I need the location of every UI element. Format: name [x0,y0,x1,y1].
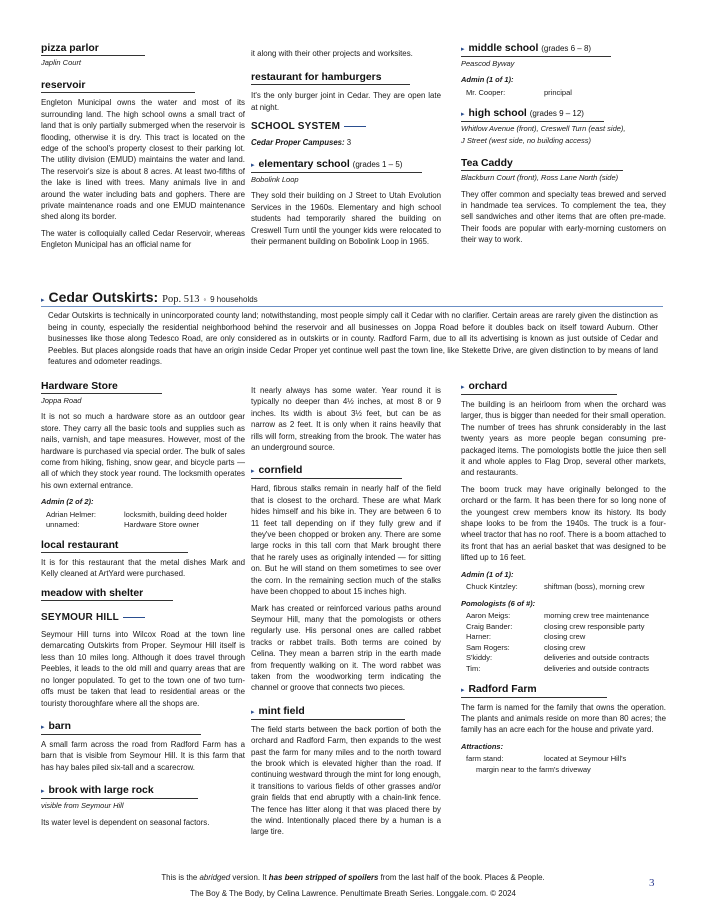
orchard-heading: ▸ orchard [461,380,617,395]
tea-caddy-location: Blackburn Court (front), Ross Lane North (side) [461,173,619,183]
hardware-store-heading: Hardware Store [41,380,162,394]
school-system-heading: SCHOOL SYSTEM [251,121,441,132]
arrow-icon: ▸ [461,111,465,119]
top-column-3 [461,42,666,251]
burger-heading: restaurant for hamburgers [251,71,410,85]
households: 9 households [210,295,258,304]
arrow-icon: ▸ [251,468,255,476]
hardware-admin-title: Admin (2 of 2): [41,497,94,507]
elementary-text: They sold their building on J Street to Utah Evolution Services in the 1960s. Elementary and high school students had temporarily shared the building on Creswell Turn until the younger kids were relocated to their permanent building on Bobolink Loop in 1965. [251,191,441,247]
section-title: ▸ Cedar Outskirts: Pop. 513 ◦ 9 households [41,289,258,305]
person-row: Tim: deliveries and outside contracts [466,664,650,674]
arrow-icon: ▸ [461,46,465,53]
bottom-column-1 [41,380,245,833]
footer-notice: This is the abridged version. It has been stripped of spoilers from the last half of the book. Places & People. [161,873,545,882]
barn-heading: ▸ barn [41,720,201,735]
cornfield-heading: ▸ cornfield [251,464,402,479]
elementary-location: Bobolink Loop [251,175,299,185]
top-column-1 [41,42,245,256]
seymour-hill-text: Seymour Hill turns into Wilcox Road at the town line demarcating Outskirts from Proper. Seymour Hill itself is less than 10 miles long. Although it does travel through Peebles, it leads to the old mill and quarry areas that are no longer populated. To get to the town one of two turn-offs must be taken that lead to residential areas or the touristy thoroughfare where all the shops are. [41,630,245,708]
orchard-text: The building is an heirloom from when the orchard was larger, thus is bigger than needed for their small operation. The number of trees has shrunk considerably in the last twenty years as more people began consuming pre-packaged items. The pomologists bottle the juice then sell it and whole apples to Flag Drop, several other markets, and restaurants. [461,400,666,478]
arrow-icon: ▸ [461,686,465,694]
high-school-location: Whitlow Avenue (front), Creswell Turn (east side), [461,124,626,134]
tea-caddy-text: They offer common and specialty teas brewed and served in handmade tea services. To complement the tea, they sell sandwiches and other items that are often pre-made. Their foods are popular with early-morning customers on their way to work. [461,189,666,245]
cornfield-text: Hard, fibrous stalks remain in nearly half of the field that is closest to the orchard. These are what Mark hides himself and his bike in. They are between 6 to 11 feet tall depending on if they fully grew and if they've been chopped or broken any. There are some large rocks in this tall corn that Mark brought there that he rarely uses as originally intended — for sitting on. But he will stand on them sometimes to see over the corn. In the remaining section much of the stalks have been chopped to about 15 inches high. [251,484,441,597]
population: Pop. 513 [162,294,200,305]
person-row: S'kiddy: deliveries and outside contracts [466,653,650,663]
brook-continued: It nearly always has some water. Year round it is typically no deeper than 4½ inches, at most 8 or 9 inches. Its width is about 3½ feet, but can be as narrow as 2 feet. It is only when it rains heavily that rills will form, streaking from the brook. The water has an underground source. [251,386,441,453]
local-restaurant-heading: local restaurant [41,539,188,553]
reservoir-continued: it along with their other projects and worksites. [251,49,413,58]
arrow-icon: ▸ [251,162,255,170]
separator: ◦ [203,295,207,304]
brook-text: Its water level is dependent on seasonal factors. [41,817,210,827]
person-row: Aaron Meigs: morning crew tree maintenance [466,611,650,621]
person-row: Craig Bander: closing crew responsible party [466,621,645,631]
mint-field-heading: ▸ mint field [251,705,405,720]
hardware-store-location: Joppa Road [41,396,82,405]
person-row: Sam Rogers: closing crew [466,642,586,652]
arrow-icon: ▸ [251,708,255,716]
reservoir-heading: reservoir [41,79,195,93]
arrow-icon: ▸ [41,788,45,796]
middle-school-location: Peascod Byway [461,59,515,68]
cornfield-text-2: Mark has created or reinforced various paths around Seymour Hill, many that the pomologists or others regularly use. His personal ones are called rabbet tracks or rabbet trails. Both terms are coined by Celina. They mean a barren strip in the earth made from frequently walking on it. The word rabbet was taken from the woodworking term indicating the channel or groove that connects two pieces. [251,603,441,693]
arrow-icon: ▸ [41,723,45,731]
attraction-row: farm stand: located at Seymour Hill's [466,754,627,764]
pomologists-title: Pomologists (6 of #): [461,598,536,608]
high-school-location-2: J Street (west side, no building access) [461,135,592,145]
radford-farm-text: The farm is named for the family that owns the operation. The plants and animals reside on more than 80 acres; the family has an acre each for the house and private yard. [461,702,666,735]
section-intro: Cedar Outskirts is technically in unincorporated county land; notwithstanding, most people simply call it Cedar with no clarifier. Certain areas are rarely given the distinction as being in county, especially the residential neighborhood behind the reservoir and all businesses on Joppa Road before it doubles back on itself toward Auburn. Other businesses like those along Tedesco Road, are only considered as in outskirts or in county. Radford Farm, due to all its advertising is known as just outside of Cedar and Peebles. But places alongside roads that have an origin inside Cedar Proper yet continue well past the town line, like Stekette Drive, are given distinction to by means of land features and odometer readings. [48,311,658,367]
middle-school-heading: ▸ middle school (grades 6 – 8) [461,42,611,57]
local-restaurant-text: It is for this restaurant that the metal dishes Mark and Kelly cleaned at ArtYard were purchased. [41,557,245,579]
high-school-heading: ▸ high school (grades 9 – 12) [461,107,604,122]
orchard-text-2: The boom truck may have originally belonged to the orchard or the farm. It has been there for so long none of the youngest crew members know its history. Its body shape looks to be from the 1940s. The truck is a four-wheel tractor that has no roof. There is a boom attached to its front that has an aerial basket that was designed to be lifted up to 16 feet. [461,484,666,563]
bottom-column-2 [251,385,441,843]
page-number: 3 [649,877,655,889]
section-divider [41,306,663,307]
top-column-2 [251,48,441,252]
seymour-hill-heading: SEYMOUR HILL [41,612,245,623]
hardware-store-text: It is not so much a hardware store as an outdoor gear store. They carry all the basic tools and supplies such as nails, varnish, and tape measures. However, most of the hardware is purchased via special order. The bulk of sales come from hiking, fishing, snow gear, and bicycle parts — all of which they stock year round. The locksmith operates his own external entrance. [41,412,245,490]
meadow-heading: meadow with shelter [41,587,173,601]
person-row: Mr. Cooper: principal [466,87,572,97]
orchard-admin-title: Admin (1 of 1): [461,569,514,579]
elementary-heading: ▸ elementary school (grades 1 – 5) [251,158,422,173]
reservoir-text: Engleton Municipal owns the water and most of its surrounding land. The high school owns a small tract of land that is only partially submerged when the reservoir is flooding, otherwise it is dry. This tract is located on the edge of the school's property closest to their parking lot. The utility division (EMUD) maintains the water and land. The reservoir's size is about 8 acres. At least two-fifths of the lake is lined with trees. Many animals live in and around the water including bats and gophers. There are private maintenance roads and one EMUD maintenance shed along its border. [41,98,245,222]
mint-field-text: The field starts between the back portion of both the orchard and Radford Farm, then expands to the west past the farm for many miles and to the north toward the brook which is elevated higher than the road. If continuing westward through the mint for long enough, it transitions to various fields of other grasses and/or grain fields that end abruptly with a chain-link fence. The fence has litter along it that was placed there by the wind. Intentionally placed there by a human is a large tire. [251,724,441,837]
attractions-title: Attractions: [461,741,504,751]
middle-admin-title: Admin (1 of 1): [461,75,514,85]
person-row: unnamed: Hardware Store owner [46,520,200,530]
person-row: Harner: closing crew [466,632,586,642]
campuses-label: Cedar Proper Campuses: 3 [251,137,352,147]
brook-location: visible from Seymour Hill [41,801,124,811]
barn-text: A small farm across the road from Radford Farm has a barn that is visible from Seymour Hill. It is this farm that has hay bales piled six-tall and a scarecrow. [41,739,245,772]
radford-farm-heading: ▸ Radford Farm [461,683,607,698]
person-row: Chuck Kintzley: shiftman (boss), morning crew [466,582,645,592]
person-row: Adrian Helmer: locksmith, building deed holder [46,509,227,519]
reservoir-text-2: The water is colloquially called Cedar Reservoir, whereas Engleton Municipal has an official name for [41,228,245,250]
pomologists-list [461,611,666,675]
pizza-parlor-heading: pizza parlor [41,42,145,56]
arrow-icon: ▸ [41,297,45,304]
bottom-column-3 [461,380,666,775]
arrow-icon: ▸ [461,384,465,391]
burger-text: It's the only burger joint in Cedar. They are open late at night. [251,91,441,112]
tea-caddy-heading: Tea Caddy [461,157,623,171]
brook-heading: ▸ brook with large rock [41,784,198,799]
footer-credits: The Boy & The Body, by Celina Lawrence. Penultimate Breath Series. Longgale.com. © 2024 [190,889,516,898]
pizza-parlor-location: Japlin Court [41,58,82,67]
attraction-row-2: margin near to the farm's driveway [476,764,591,774]
